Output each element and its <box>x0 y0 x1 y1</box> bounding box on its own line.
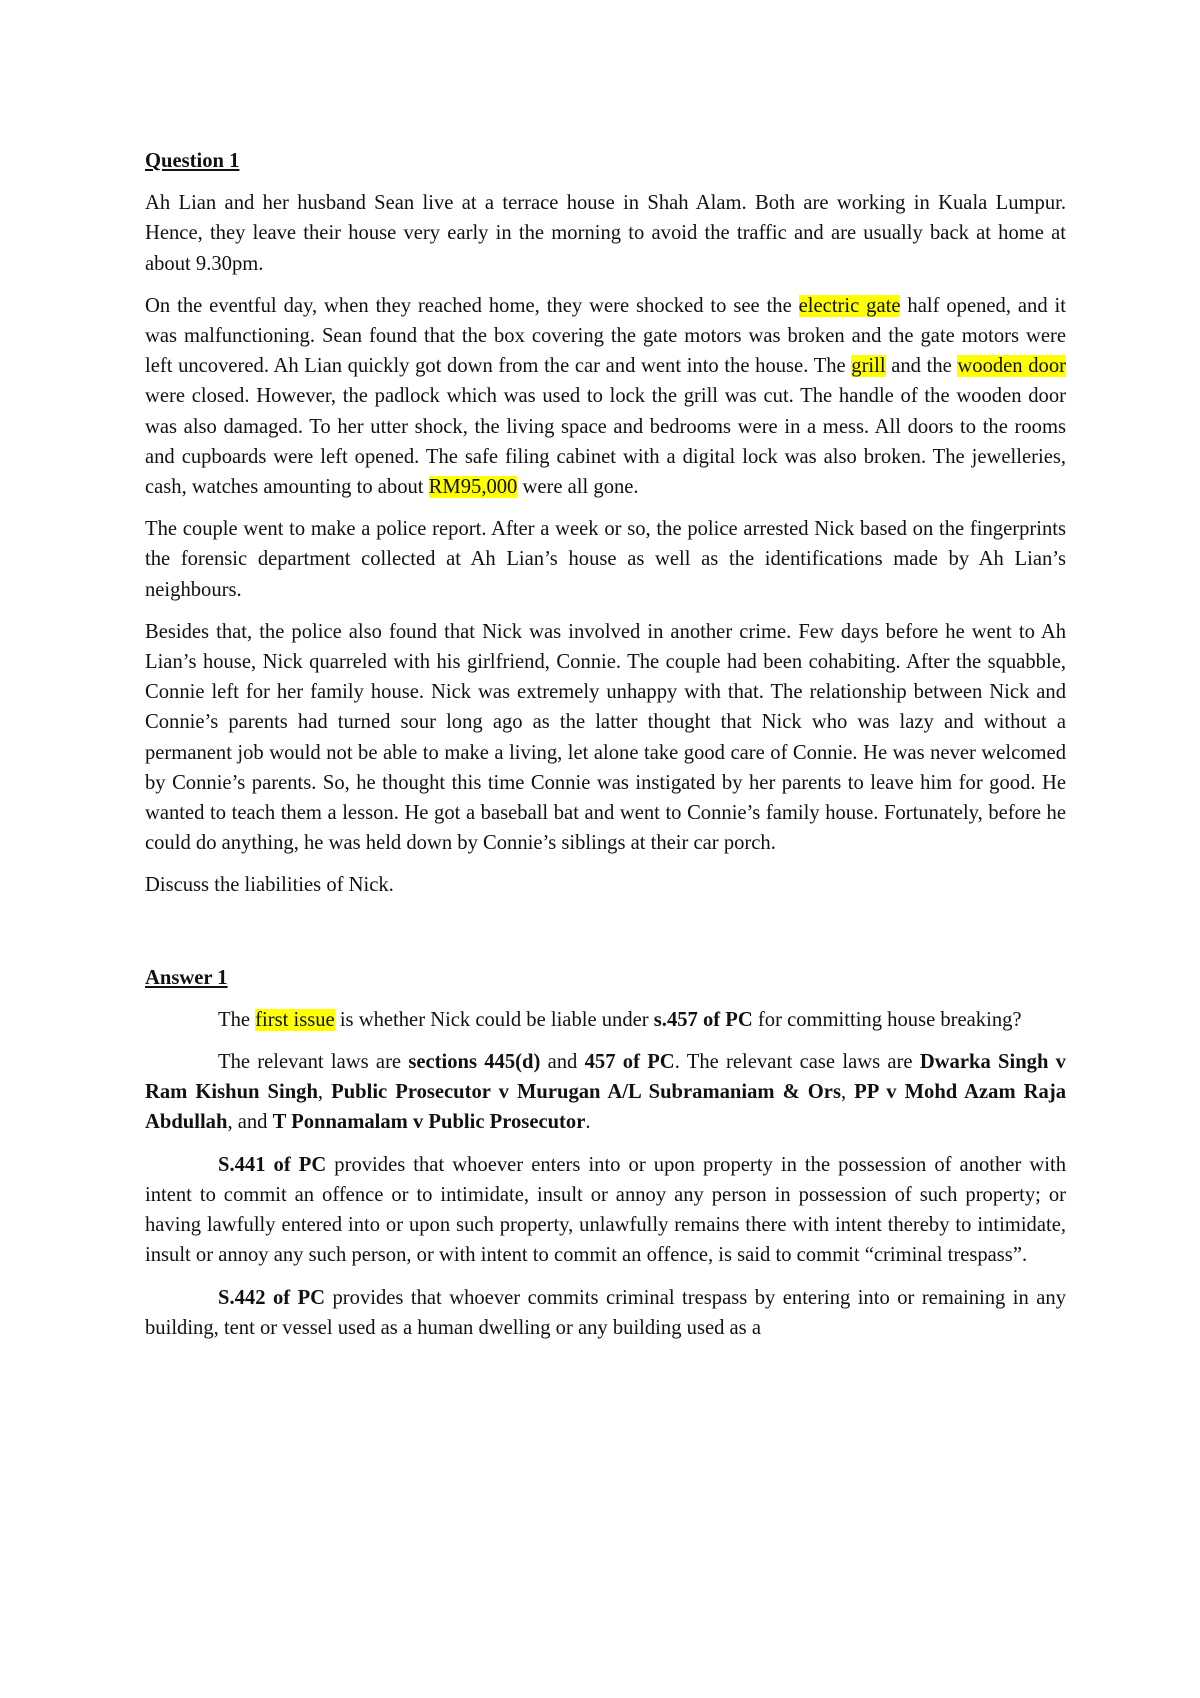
answer-paragraph-4 <box>145 1283 1066 1343</box>
text-run: for committing house breaking? <box>752 1008 1022 1031</box>
bold-case-ref: Dwarka Singh v Ram Kishun Singh <box>145 1051 1066 1104</box>
bold-section-ref: s.457 of PC <box>653 1008 753 1031</box>
text-run: On the eventful day, when they reached home, they were shocked to see the <box>145 294 799 317</box>
section-spacer <box>145 913 1066 963</box>
text-run: . <box>585 1111 591 1134</box>
text-run: , <box>317 1081 332 1104</box>
highlight-amount: RM95,000 <box>428 476 518 499</box>
highlight-electric-gate: electric gate <box>798 294 901 317</box>
bold-section-ref: S.441 of PC <box>218 1153 327 1176</box>
bold-case-ref: PP v Mohd Azam Raja Abdullah <box>145 1081 1066 1134</box>
text-run: and <box>540 1051 585 1074</box>
question-paragraph-4: Besides that, the police also found that Nick was involved in another crime. Few days before he went to Ah Lian’s house, Nick quarreled with his girlfriend, Connie. The couple had been cohabiting. After the squabble, Connie left for her family house. Nick was extremely unhappy with that. The relationship between Nick and Connie’s parents had turned sour long ago as the latter thought that Nick who was lazy and without a permanent job would not be able to make a living, let alone take good care of Connie. He was never welcomed by Connie’s parents. So, he thought this time Connie was instigated by her parents to leave him for good. He wanted to teach them a lesson. He got a baseball bat and went to Connie’s family house. Fortunately, before he could do anything, he was held down by Connie’s siblings at their car porch. <box>145 620 1066 855</box>
answer-paragraph-2 <box>145 1047 1066 1138</box>
text-run: is whether Nick could be liable under <box>334 1008 654 1031</box>
text-run: The <box>218 1008 256 1031</box>
question-paragraph-2 <box>145 291 1066 502</box>
answer-paragraph-3 <box>145 1150 1066 1271</box>
answer-heading: Answer 1 <box>145 966 228 989</box>
text-run: , <box>840 1081 855 1104</box>
bold-section-ref: 457 of PC <box>584 1051 675 1074</box>
bold-case-ref: Public Prosecutor v Murugan A/L Subramaniam & Ors <box>331 1081 841 1104</box>
text-run: The relevant laws are <box>218 1051 409 1074</box>
bold-case-ref: T Ponnamalam v Public Prosecutor <box>272 1111 586 1134</box>
text-run: half opened, and it was malfunctioning. Sean found that the box covering the gate motors was broken and the gate motors were left uncovered. Ah Lian quickly got down from the car and went into the house. The <box>145 294 1066 378</box>
text-run: provides that whoever enters into or upon property in the possession of another with intent to commit an offence or to intimidate, insult or annoy any person in possession of such property; or having lawfully entered into or upon such property, unlawfully remains there with intent thereby to intimidate, insult or annoy any such person, or with intent to commit an offence, is said to commit “criminal trespass”. <box>145 1153 1066 1267</box>
bold-section-ref: sections 445(d) <box>408 1051 541 1074</box>
bold-section-ref: S.442 of PC <box>218 1286 326 1309</box>
text-run: , and <box>227 1111 273 1134</box>
question-paragraph-3: The couple went to make a police report. After a week or so, the police arrested Nick based on the fingerprints the forensic department collected at Ah Lian’s house as well as the identifications made by Ah Lian’s neighbours. <box>145 518 1066 601</box>
highlight-first-issue: first issue <box>255 1008 335 1031</box>
answer-paragraph-1 <box>145 1005 1066 1035</box>
text-run: provides that whoever commits criminal trespass by entering into or remaining in any building, tent or vessel used as a human dwelling or any building used as a <box>145 1286 1066 1339</box>
question-paragraph-5: Discuss the liabilities of Nick. <box>145 874 394 897</box>
text-run: were all gone. <box>517 476 639 499</box>
highlight-grill: grill <box>851 355 886 378</box>
highlight-wooden-door: wooden door <box>957 355 1066 378</box>
question-heading: Question 1 <box>145 150 240 172</box>
text-run: and the <box>885 355 958 378</box>
text-run: were closed. However, the padlock which was used to lock the grill was cut. The handle of the wooden door was also damaged. To her utter shock, the living space and bedrooms were in a mess. All doors to the rooms and cupboards were left opened. The safe filing cabinet with a digital lock was also broken. The jewelleries, cash, watches amounting to about <box>145 385 1066 499</box>
text-run: . The relevant case laws are <box>674 1051 920 1074</box>
question-paragraph-1: Ah Lian and her husband Sean live at a terrace house in Shah Alam. Both are working in Kuala Lumpur. Hence, they leave their house very early in the morning to avoid the traffic and are usually back at home at about 9.30pm. <box>145 192 1066 275</box>
